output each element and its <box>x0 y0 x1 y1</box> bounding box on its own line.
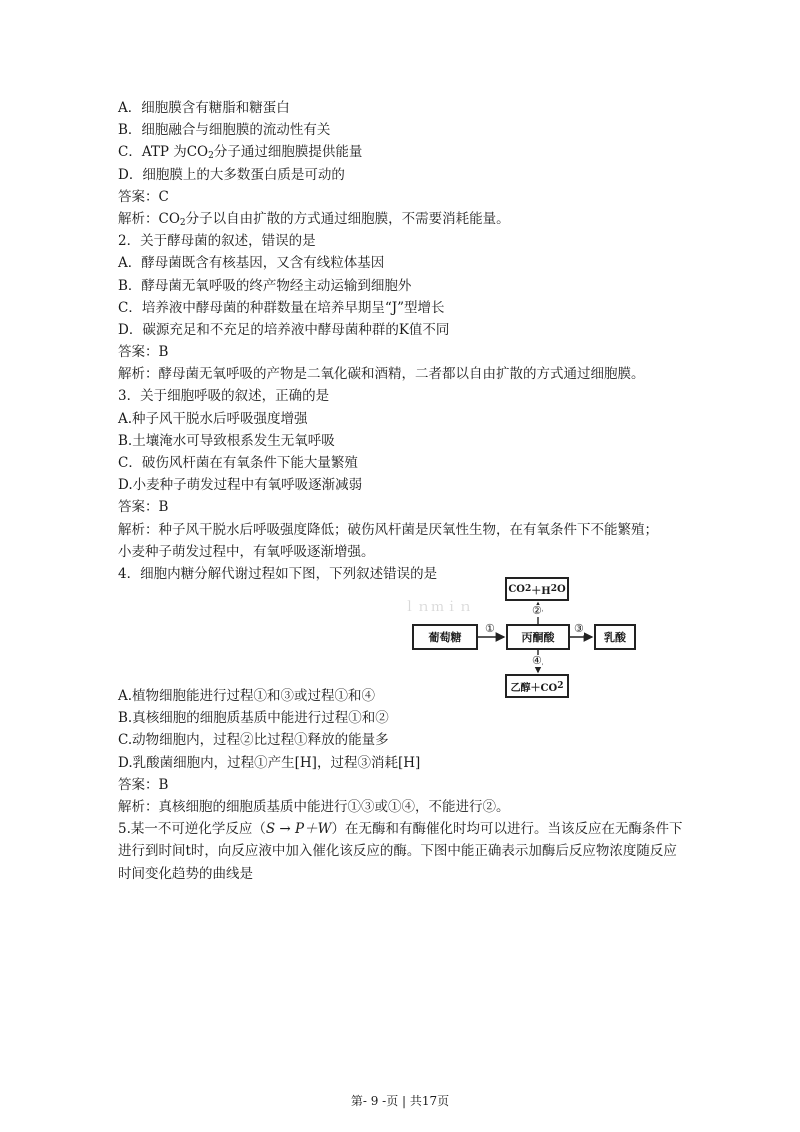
q2-option-a: A．酵母菌既含有核基因，又含有线粒体基因 <box>118 255 385 272</box>
process-3-label: ③ <box>574 622 584 635</box>
q1-option-c: C．ATP 为$CO_2$分子通过细胞膜提供能量 <box>118 144 363 162</box>
q1-option-d: D．细胞膜上的大多数蛋白质是可动的 <box>118 166 345 183</box>
q4-stem: 4．细胞内糖分解代谢过程如下图，下列叙述错误的是 <box>118 565 438 582</box>
glucose-metabolism-diagram <box>405 574 640 702</box>
q1-option-b: B．细胞融合与细胞膜的流动性有关 <box>118 122 331 139</box>
q3-option-d: D.小麦种子萌发过程中有氧呼吸逐渐减弱 <box>118 477 363 494</box>
q4-option-b: B.真核细胞的细胞质基质中能进行过程①和② <box>118 710 389 727</box>
q3-option-a: A.种子风干脱水后呼吸强度增强 <box>118 410 308 427</box>
q3-answer: 答案：B <box>118 499 169 516</box>
q2-option-d: D．碳源充足和不充足的培养液中酵母菌种群的K值不同 <box>118 321 450 338</box>
text-block-upper <box>118 97 688 585</box>
process-4-label: ④ <box>532 654 542 667</box>
q4-option-c: C.动物细胞内，过程②比过程①释放的能量多 <box>118 732 389 749</box>
q3-option-b: B.土壤淹水可导致根系发生无氧呼吸 <box>118 432 335 449</box>
process-1-label: ① <box>485 622 495 635</box>
q4-explanation: 解析：真核细胞的细胞质基质中能进行①③或①④，不能进行②。 <box>118 798 510 815</box>
q2-option-c: C．培养液中酵母菌的种群数量在培养早期呈“J”型增长 <box>118 299 445 316</box>
pyruvate-box: 丙酮酸 <box>506 624 570 650</box>
q1-answer: 答案：C <box>118 188 169 205</box>
page-footer: 第- 9 -页 | 共17页 <box>350 1094 450 1108</box>
q4-option-d: D.乳酸菌细胞内，过程①产生[H]，过程③消耗[H] <box>118 754 421 771</box>
reaction-formula: S → P＋W <box>265 821 332 838</box>
q4-answer: 答案：B <box>118 776 169 793</box>
ethanol-co2-box: 乙醇＋CO 2 <box>505 674 569 698</box>
q2-explanation: 解析：酵母菌无氧呼吸的产物是二氧化碳和酒精，二者都以自由扩散的方式通过细胞膜。 <box>118 366 645 383</box>
q1-explanation: 解析：$CO_2$分子以自由扩散的方式通过细胞膜，不需要消耗能量。 <box>118 210 510 228</box>
text-block-lower <box>118 685 688 885</box>
q1-option-a: A．细胞膜含有糖脂和糖蛋白 <box>118 100 290 116</box>
q2-option-b: B．酵母菌无氧呼吸的终产物经主动运输到细胞外 <box>118 277 412 294</box>
q3-option-c: C．破伤风杆菌在有氧条件下能大量繁殖 <box>118 455 358 471</box>
q5-stem: 5.某一不可逆化学反应（S → P＋W）在无酶和有酶催化时均可以进行。当该反应在无酶条件下进行到时间t时，向反应液中加入催化该反应的酶。下图中能正确表示加酶后反应物浓度随反应时间变化趋势的曲线是 <box>118 821 683 882</box>
faint-scan-text: ｌｎｍｉｎ <box>403 600 474 615</box>
q4-option-a: A.植物细胞能进行过程①和③或过程①和④ <box>118 688 376 704</box>
co2-h2o-box: CO 2 ＋H 2 O <box>505 577 569 601</box>
glucose-box: 葡萄糖 <box>412 624 478 650</box>
q3-explanation-line-2: 小麦种子萌发过程中，有氧呼吸逐渐增强。 <box>118 543 375 560</box>
q3-explanation-line-1: 解析：种子风干脱水后呼吸强度降低；破伤风杆菌是厌氧性生物，在有氧条件下不能繁殖； <box>118 521 658 538</box>
q3-stem: 3．关于细胞呼吸的叙述，正确的是 <box>118 388 330 405</box>
q2-answer: 答案：B <box>118 344 169 361</box>
process-2-label: ② <box>532 604 542 617</box>
q2-stem: 2．关于酵母菌的叙述，错误的是 <box>118 233 316 250</box>
lactate-box: 乳酸 <box>594 624 636 650</box>
